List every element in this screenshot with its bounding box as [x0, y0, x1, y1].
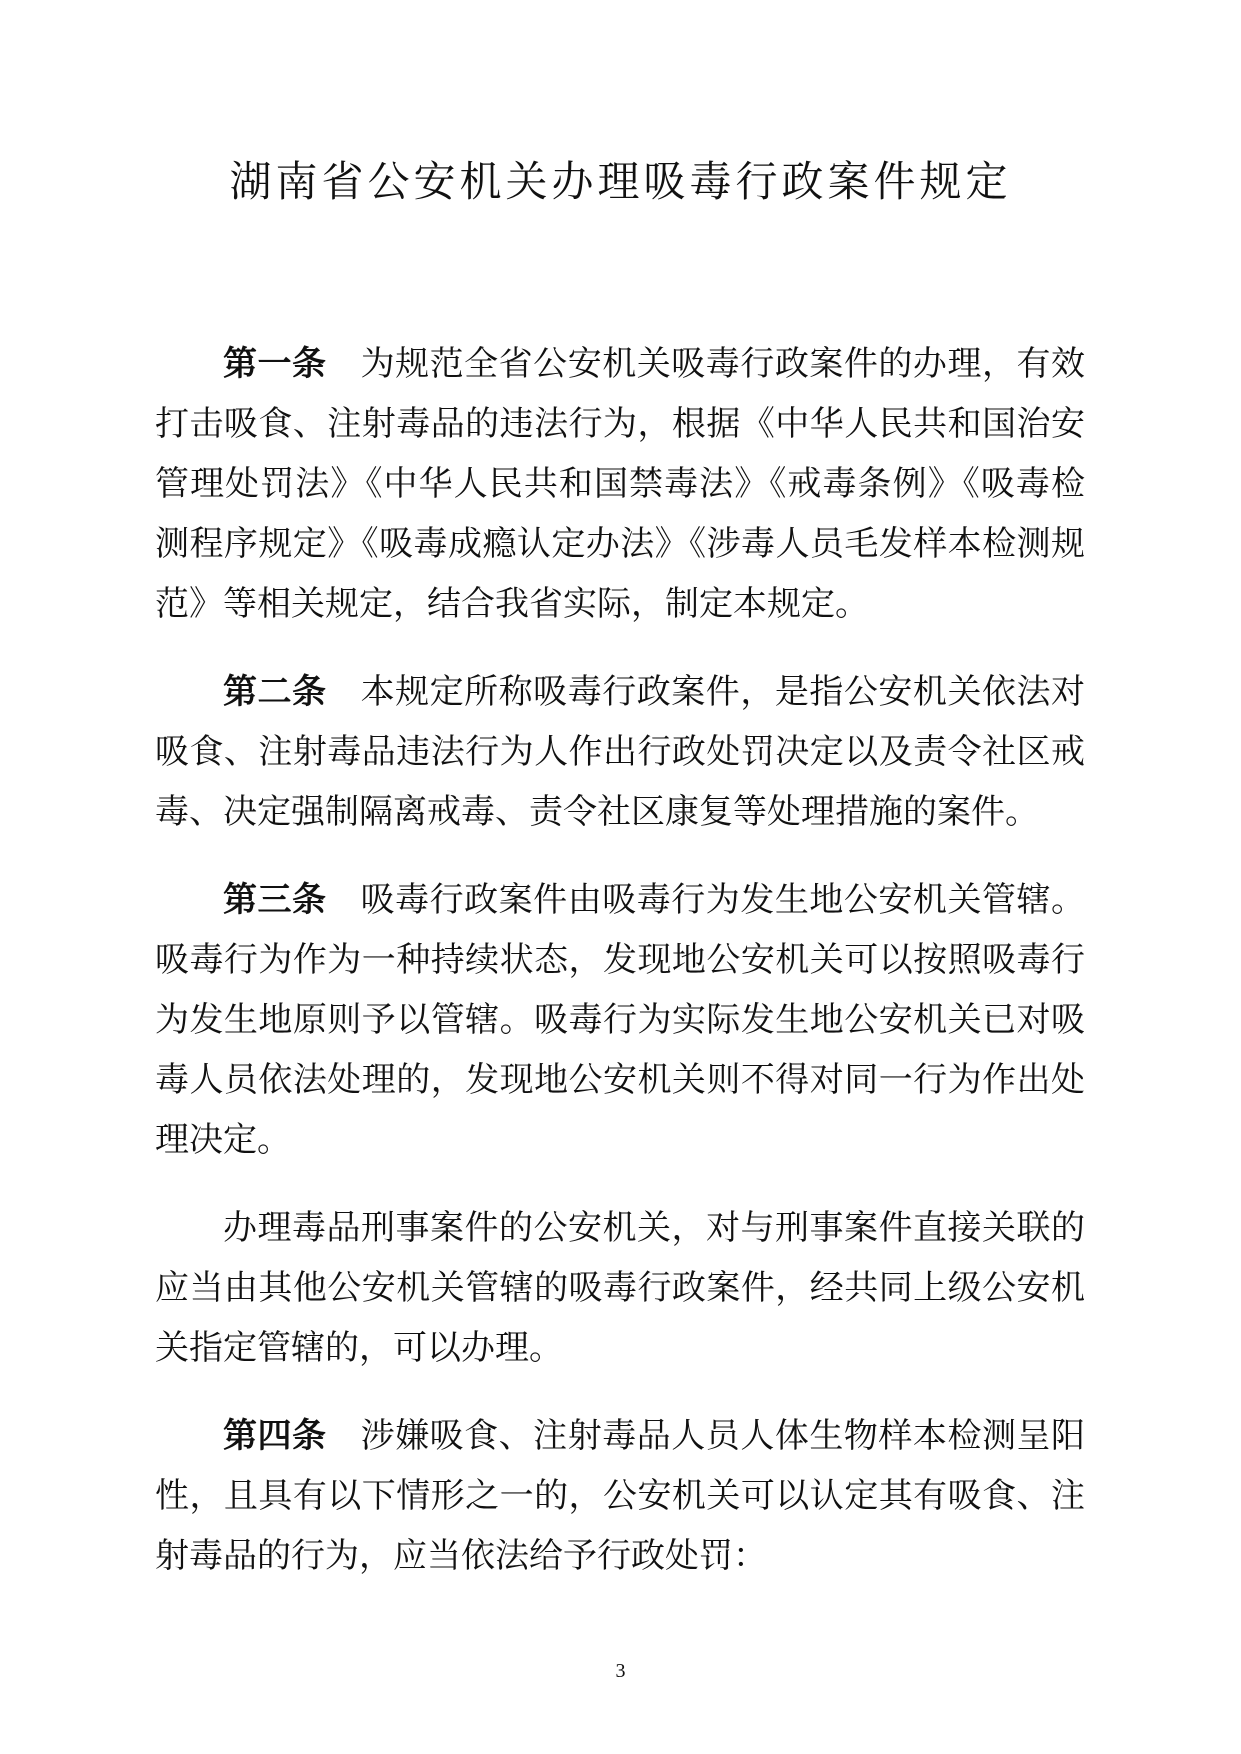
- article-4: [155, 1406, 1085, 1586]
- page-number: 3: [615, 1660, 626, 1682]
- document-body: [155, 334, 1085, 1614]
- article-4-label: 第四条: [223, 1416, 327, 1456]
- article-1-label: 第一条: [223, 344, 327, 384]
- article-1-text: 为规范全省公安机关吸毒行政案件的办理，有效打击吸食、注射毒品的违法行为，根据《中华人民共和国治安管理处罚法》《中华人民共和国禁毒法》《戒毒条例》《吸毒检测程序规定》《吸毒成瘾认定办法》《涉毒人员毛发样本检测规范》等相关规定，结合我省实际，制定本规定。: [155, 344, 1086, 624]
- document-title: 湖南省公安机关办理吸毒行政案件规定: [229, 157, 1012, 206]
- article-3-text: 吸毒行政案件由吸毒行为发生地公安机关管辖。吸毒行为作为一种持续状态，发现地公安机关可以按照吸毒行为发生地原则予以管辖。吸毒行为实际发生地公安机关已对吸毒人员依法处理的，发现地公安机关则不得对同一行为作出处理决定。: [155, 880, 1086, 1160]
- article-3-label: 第三条: [223, 880, 327, 920]
- article-3-continuation-text: 办理毒品刑事案件的公安机关，对与刑事案件直接关联的应当由其他公安机关管辖的吸毒行政案件，经共同上级公安机关指定管辖的，可以办理。: [155, 1208, 1085, 1368]
- article-2-text: 本规定所称吸毒行政案件，是指公安机关依法对吸食、注射毒品违法行为人作出行政处罚决定以及责令社区戒毒、决定强制隔离戒毒、责令社区康复等处理措施的案件。: [155, 672, 1086, 832]
- article-3: [155, 870, 1085, 1170]
- article-2-label: 第二条: [223, 672, 327, 712]
- article-4-text: 涉嫌吸食、注射毒品人员人体生物样本检测呈阳性，且具有以下情形之一的，公安机关可以认定其有吸食、注射毒品的行为，应当依法给予行政处罚：: [155, 1416, 1086, 1576]
- article-3-continuation: [155, 1198, 1085, 1378]
- article-1: [155, 334, 1085, 634]
- article-2: [155, 662, 1085, 842]
